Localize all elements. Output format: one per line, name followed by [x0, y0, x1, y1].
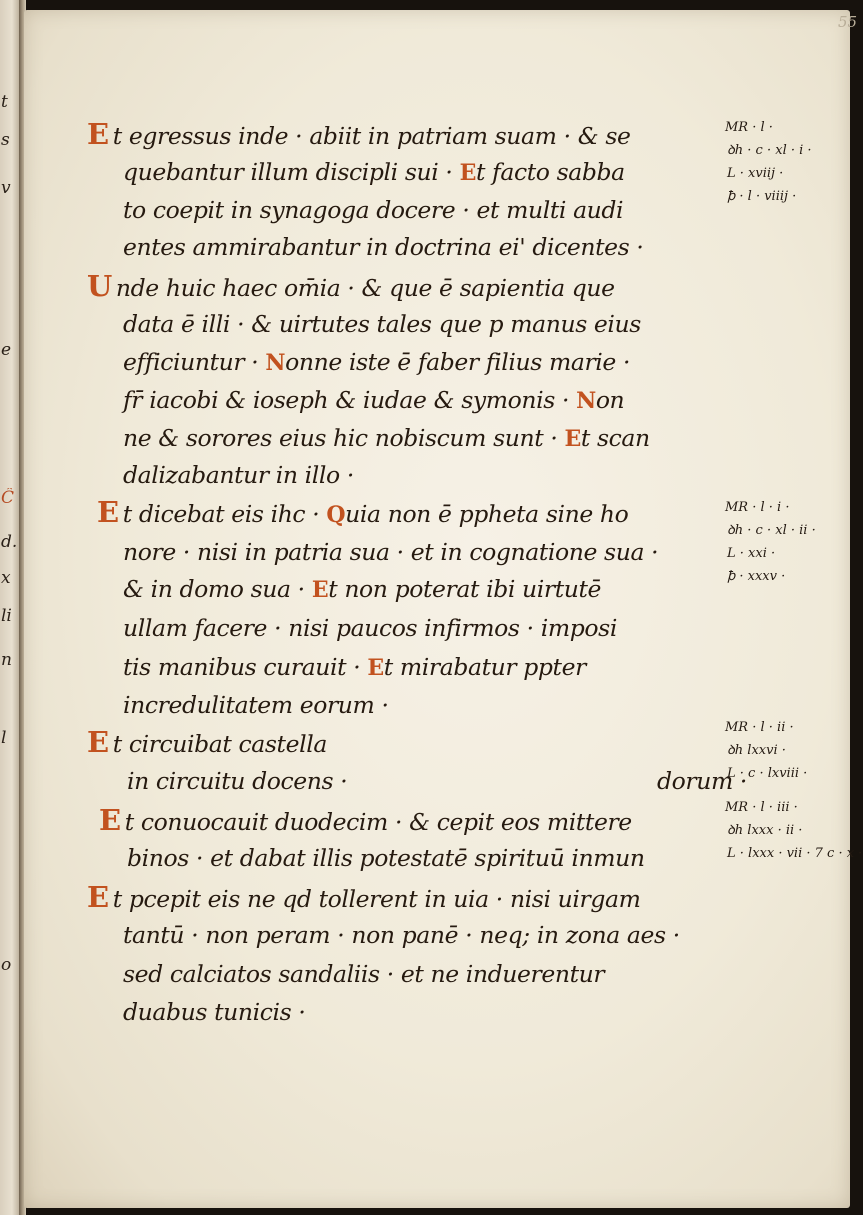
line-text: dalizabantur in illo ·: [123, 461, 354, 489]
line-text: duabus tunicis ·: [123, 998, 306, 1026]
text-line: [123, 455, 354, 495]
text-line: [87, 114, 631, 154]
text-line: [127, 761, 747, 801]
text-line: [123, 532, 658, 572]
text-line: [87, 877, 640, 917]
line-text: tantū · non peram · non panē · neq; in zona aes ·: [123, 921, 680, 949]
concordance-note: L · lxxx · vii · 7 c · x ·: [727, 846, 863, 861]
concordance-note: L · xxi ·: [727, 546, 776, 561]
concordance-note: L · xviij ·: [727, 166, 784, 181]
rubricated-initial: E: [564, 426, 581, 452]
line-text: entes ammirabantur in doctrina ei' dicentes ·: [123, 233, 644, 261]
text-line: [123, 190, 623, 230]
line-text-rest: t facto sabba: [475, 158, 625, 186]
line-text: in circuitu docens ·: [127, 767, 348, 795]
line-text: quebantur illum discipli sui ·: [123, 158, 460, 186]
concordance-note: ꝥ · l · viiij ·: [727, 189, 797, 204]
text-line: [123, 647, 586, 687]
left-fragment: n: [1, 650, 12, 670]
line-text-rest: on: [595, 386, 625, 414]
folio-page: [24, 10, 863, 1208]
line-text: t dicebat eis ihc ·: [122, 500, 327, 528]
line-text-rest: t non poterat ibi uirtutē: [328, 575, 602, 603]
left-fragment: Ĉ: [1, 488, 15, 508]
concordance-note: L · c · lxviii ·: [727, 766, 808, 781]
text-line: [87, 722, 327, 762]
text-line: [123, 380, 624, 420]
left-fragment: t: [1, 92, 8, 112]
concordance-note: MR · l · i ·: [725, 500, 790, 515]
line-text-rest: t scan: [580, 424, 650, 452]
text-line: [123, 569, 601, 609]
line-text-rest: uia non ē ppheta sine ho: [345, 500, 629, 528]
rubricated-initial: E: [87, 725, 109, 759]
line-text: to coepit in synagoga docere · et multi audi: [123, 196, 624, 224]
left-fragment: e: [1, 340, 12, 360]
left-fragment: o: [1, 955, 12, 975]
line-text: tis manibus curauit ·: [123, 653, 368, 681]
line-text-rest: t mirabatur ppter: [383, 653, 586, 681]
concordance-note: MR · l ·: [725, 120, 773, 135]
concordance-note: ꝺh · c · xl · ii ·: [727, 523, 816, 538]
concordance-note: ꝥ · xxxv ·: [727, 569, 786, 584]
text-line: [123, 342, 630, 382]
line-text: t pcepit eis ne qd tollerent in uia · nisi uirgam: [112, 885, 641, 913]
concordance-note: ꝺh lxxx · ii ·: [727, 823, 803, 838]
rubricated-initial: E: [311, 577, 329, 603]
rubricated-initial: E: [459, 160, 476, 186]
rubricated-initial: E: [97, 495, 119, 529]
line-text: nore · nisi in patria sua · et in cognatione sua ·: [123, 538, 659, 566]
text-line: [123, 992, 305, 1032]
line-text: ullam facere · nisi paucos infirmos · imposi: [123, 614, 617, 642]
line-text: ne & sorores eius hic nobiscum sunt ·: [123, 424, 565, 452]
left-fragment: li: [1, 606, 12, 626]
line-text: fr̄ iacobi & ioseph & iudae & symonis ·: [123, 386, 577, 414]
rubricated-initial: E: [367, 655, 384, 681]
line-text: t egressus inde · abiit in patriam suam · & se: [112, 122, 631, 150]
concordance-note: MR · l · iii ·: [725, 800, 798, 815]
left-page-text-fragments: [0, 0, 20, 1215]
rubricated-initial: N: [576, 388, 596, 414]
rubricated-initial: E: [87, 880, 109, 914]
rubricated-initial: E: [87, 117, 109, 151]
folio-number: 55: [838, 13, 858, 31]
left-fragment: v: [1, 178, 11, 198]
line-text: & in domo sua ·: [123, 575, 312, 603]
text-line: [99, 800, 632, 840]
text-line: [123, 418, 650, 458]
left-fragment: s: [1, 130, 10, 150]
rubricated-initial: U: [87, 269, 112, 303]
line-text: t circuibat castella: [112, 730, 327, 758]
text-line: [123, 685, 389, 725]
text-line: [127, 838, 645, 878]
text-line: [87, 266, 615, 306]
text-line: [123, 608, 617, 648]
text-line: [123, 304, 641, 344]
line-text: data ē illi · & uirtutes tales que p manus eius: [123, 310, 641, 338]
line-text: efficiuntur ·: [123, 348, 266, 376]
line-text-rest: onne iste ē faber filius marie ·: [285, 348, 631, 376]
text-line: [123, 954, 604, 994]
rubricated-initial: Q: [326, 502, 346, 528]
line-text: sed calciatos sandaliis · et ne induerentur: [123, 960, 605, 988]
line-text: nde huic haec om̄ia · & que ē sapientia que: [115, 274, 615, 302]
text-line: [123, 227, 643, 267]
left-fragment: x: [1, 568, 11, 588]
text-line: [97, 492, 628, 532]
line-text: t conuocauit duodecim · & cepit eos mittere: [124, 808, 632, 836]
rubricated-initial: E: [99, 803, 121, 837]
concordance-note: ꝺh lxxvi ·: [727, 743, 786, 758]
text-line: [123, 915, 680, 955]
concordance-note: MR · l · ii ·: [725, 720, 794, 735]
text-line: [123, 152, 625, 192]
concordance-note: ꝺh · c · xl · i ·: [727, 143, 812, 158]
left-fragment: l: [1, 728, 7, 748]
line-text: incredulitatem eorum ·: [123, 691, 389, 719]
rubricated-initial: N: [265, 350, 286, 376]
left-fragment: d.: [1, 532, 18, 552]
line-text-tail: dorum ·: [657, 767, 747, 795]
line-text: binos · et dabat illis potestatē spirituū inmun: [127, 844, 645, 872]
